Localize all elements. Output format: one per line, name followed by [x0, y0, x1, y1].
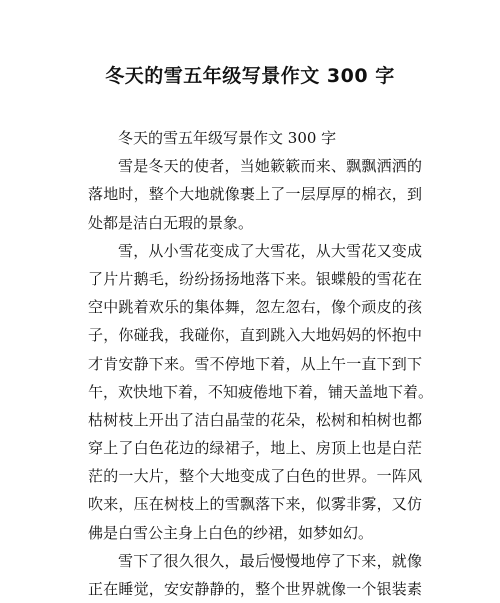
paragraph-1-line-3: 处都是洁白无瑕的景象。 — [88, 213, 254, 232]
paragraph-2-line-2: 了片片鹅毛，纷纷扬扬地落下来。银蝶般的雪花在 — [88, 269, 422, 288]
paragraph-2-line-11: 佛是白雪公主身上白色的纱裙，如梦如幻。 — [88, 523, 374, 542]
document-subtitle: 冬天的雪五年级写景作文 300 字 — [118, 129, 337, 147]
paragraph-2-line-3: 空中跳着欢乐的集体舞，忽左忽右，像个顽皮的孩 — [88, 298, 422, 317]
paragraph-1-line-1: 雪是冬天的使者，当她簌簌而来、飘飘洒洒的 — [118, 157, 422, 176]
paragraph-2-line-8: 穿上了白色花边的绿裙子，地上、房顶上也是白茫 — [88, 439, 422, 458]
paragraph-2-line-4: 子，你碰我，我碰你，直到跳入大地妈妈的怀抱中 — [88, 326, 422, 345]
paragraph-2-line-1: 雪，从小雪花变成了大雪花，从大雪花又变成 — [118, 241, 422, 260]
paragraph-2-line-6: 午，欢快地下着，不知疲倦地下着，铺天盖地下着。 — [88, 382, 434, 401]
paragraph-2-line-10: 吹来，压在树枝上的雪飘落下来，似雾非雾，又仿 — [88, 495, 422, 514]
paragraph-2-line-7: 枯树枝上开出了洁白晶莹的花朵，松树和柏树也都 — [88, 410, 422, 429]
paragraph-3-line-1: 雪下了很久很久，最后慢慢地停了下来，就像 — [118, 551, 422, 570]
paragraph-3-line-2: 正在睡觉，安安静静的，整个世界就像一个银装素 — [88, 580, 422, 598]
paragraph-2-line-5: 才肯安静下来。雪不停地下着，从上午一直下到下 — [88, 354, 422, 373]
document-body — [88, 124, 434, 603]
document-title: 冬天的雪五年级写景作文 300 字 — [105, 65, 395, 87]
paragraph-2-line-9: 茫的一大片，整个大地变成了白色的世界。一阵风 — [88, 467, 422, 486]
paragraph-1-line-2: 落地时，整个大地就像裹上了一层厚厚的棉衣，到 — [88, 185, 422, 204]
